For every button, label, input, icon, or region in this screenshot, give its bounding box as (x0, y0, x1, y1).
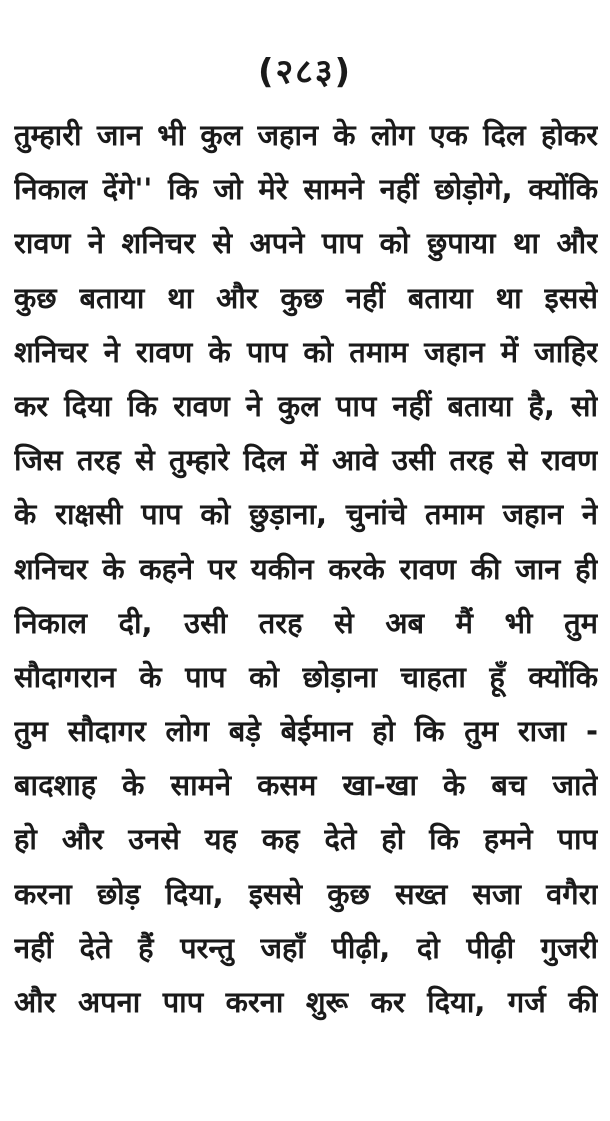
text-line-8: के राक्षसी पाप को छुड़ाना, चुनांचे तमाम जहान ने (14, 497, 598, 532)
text-line-4: कुछ बताया था और कुछ नहीं बताया था इससे (14, 280, 598, 315)
text-line-11: सौदागरान के पाप को छोड़ाना चाहता हूँ क्योंकि (14, 659, 598, 694)
text-line-5: शनिचर ने रावण के पाप को तमाम जहान में जाहिर (14, 334, 598, 369)
text-line-13: बादशाह के सामने कसम खा-खा के बच जाते (14, 768, 598, 803)
text-line-3: रावण ने शनिचर से अपने पाप को छुपाया था और (14, 226, 598, 261)
page-number: (२८३) (257, 52, 353, 92)
text-line-7: जिस तरह से तुम्हारे दिल में आवे उसी तरह से रावण (14, 443, 598, 478)
text-line-12: तुम सौदागर लोग बड़े बेईमान हो कि तुम राजा - (14, 714, 598, 749)
text-line-15: करना छोड़ दिया, इससे कुछ सख्त सजा वगैरा (14, 876, 598, 911)
text-line-10: निकाल दी, उसी तरह से अब मैं भी तुम (14, 605, 598, 640)
text-line-17: और अपना पाप करना शुरू कर दिया, गर्ज की (14, 985, 598, 1019)
text-line-6: कर दिया कि रावण ने कुल पाप नहीं बताया है, सो (14, 388, 598, 423)
text-line-16: नहीं देते हैं परन्तु जहाँ पीढ़ी, दो पीढ़ी गुजरी (14, 930, 598, 965)
text-line-14: हो और उनसे यह कह देते हो कि हमने पाप (14, 822, 598, 857)
body-text (14, 108, 598, 1029)
text-line-2: निकाल देंगे'' कि जो मेरे सामने नहीं छोड़ोगे, क्योंकि (14, 172, 598, 207)
text-line-9: शनिचर के कहने पर यकीन करके रावण की जान ही (14, 551, 598, 586)
text-line-1: तुम्हारी जान भी कुल जहान के लोग एक दिल होकर (14, 118, 598, 152)
